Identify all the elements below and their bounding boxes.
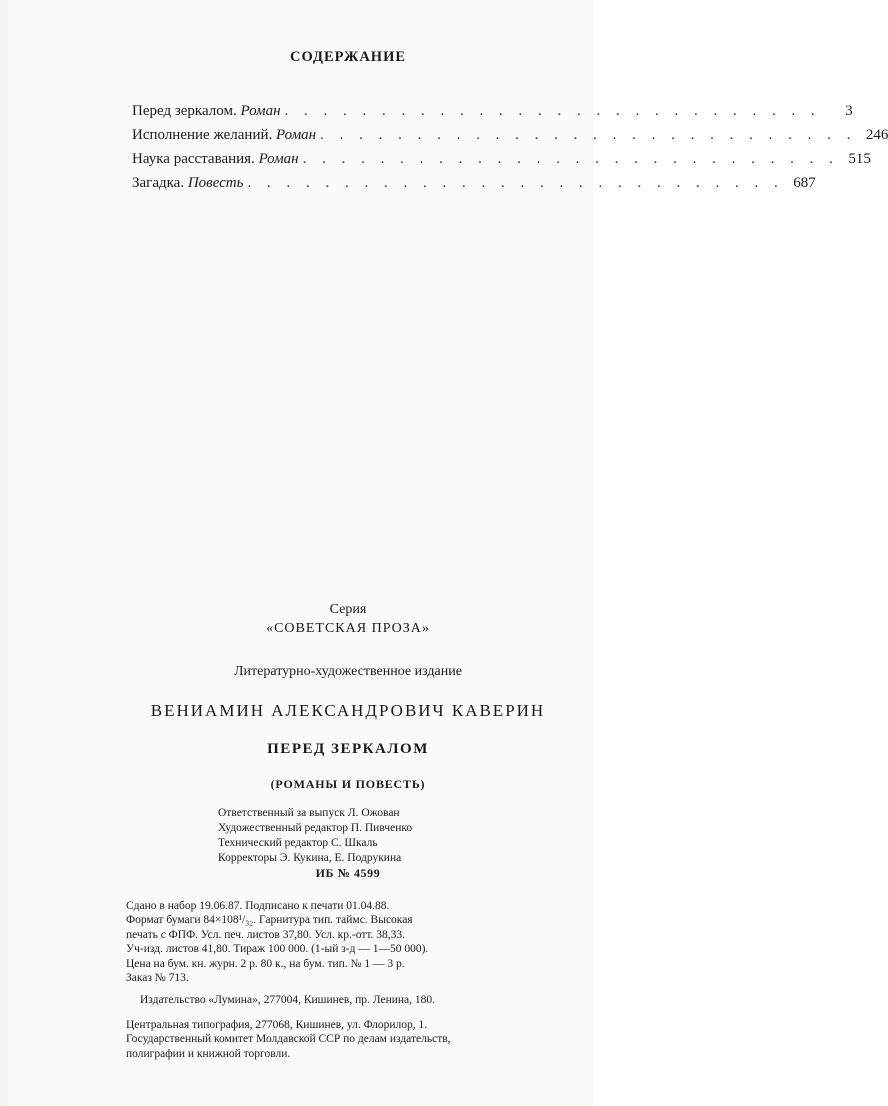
toc-entry	[132, 171, 816, 195]
imprint-line: Заказ № 713.	[126, 972, 189, 985]
edition-type: Литературно-художественное издание	[234, 664, 462, 679]
toc-heading: СОДЕРЖАНИЕ	[289, 49, 407, 65]
page-edge	[0, 0, 8, 1106]
credit-line: Ответственный за выпуск Л. Ожован	[218, 807, 400, 819]
imprint-line: Формат бумаги 84×108¹/₃₂. Гарнитура тип. таймс. Высокая	[126, 914, 413, 927]
credit-line: Художественный редактор П. Пивченко	[218, 822, 413, 834]
book-title: ПЕРЕД ЗЕРКАЛОМ	[267, 741, 429, 757]
imprint-line: Сдано в набор 19.06.87. Подписано к печати 01.04.88.	[126, 900, 390, 912]
toc-entry	[132, 123, 888, 147]
genre-note: (РОМАНЫ И ПОВЕСТЬ)	[270, 777, 426, 791]
ib-number: ИБ № 4599	[315, 866, 381, 880]
imprint-line: Цена на бум. кн. журн. 2 р. 80 к., на бум. тип. № 1 — 3 р.	[126, 957, 405, 970]
series-label: Серия	[329, 602, 367, 617]
toc-entry-label: Перед зеркалом. Роман	[132, 103, 281, 119]
toc-entry-label: Загадка. Повесть	[132, 175, 244, 191]
toc-entry	[132, 147, 871, 171]
table-of-contents	[132, 99, 888, 195]
author-name: ВЕНИАМИН АЛЕКСАНДРОВИЧ КАВЕРИН	[150, 701, 546, 720]
toc-entry	[132, 99, 853, 123]
toc-leader-dots: . . . . . . . . . . . . . . . . . . . . . . . . . . . .	[247, 175, 784, 191]
toc-leader-dots: . . . . . . . . . . . . . . . . . . . . . . . . . . . .	[302, 151, 839, 167]
toc-page-number: 687	[793, 175, 816, 191]
toc-leader-dots: . . . . . . . . . . . . . . . . . . . . . . . . . . . .	[284, 103, 821, 119]
credit-line: Корректоры Э. Кукина, Е. Подрукина	[218, 852, 402, 864]
series-name: «СОВЕТСКАЯ ПРОЗА»	[266, 621, 430, 636]
toc-page-number: 515	[848, 151, 871, 167]
credit-line: Технический редактор С. Шкаль	[218, 837, 378, 849]
book-page	[8, 0, 888, 1106]
toc-entry-label: Исполнение желаний. Роман	[132, 127, 317, 143]
printer-line: Государственный комитет Молдавской ССР по делам издательств,	[126, 1033, 451, 1046]
printer-block	[126, 1018, 556, 1061]
toc-leader-dots: . . . . . . . . . . . . . . . . . . . . . . . . . . . .	[320, 127, 857, 143]
toc-page-number: 3	[845, 103, 853, 119]
imprint-line: печать с ФПФ. Усл. печ. листов 37,80. Усл. кр.-отт. 38,33.	[126, 928, 406, 941]
credits-block	[218, 806, 498, 866]
publisher-line: Издательство «Лумина», 277004, Кишинев, пр. Ленина, 180.	[140, 994, 436, 1006]
printer-line: Центральная типография, 277068, Кишинев, ул. Флорилор, 1.	[126, 1019, 428, 1031]
imprint-line: Уч-изд. листов 41,80. Тираж 100 000. (1-ый з-д — 1—50 000).	[126, 943, 429, 956]
toc-entry-label: Наука расставания. Роман	[132, 151, 299, 167]
imprint-block	[126, 899, 556, 985]
printer-line: полиграфии и книжной торговли.	[126, 1047, 291, 1060]
toc-page-number: 246	[865, 127, 888, 143]
